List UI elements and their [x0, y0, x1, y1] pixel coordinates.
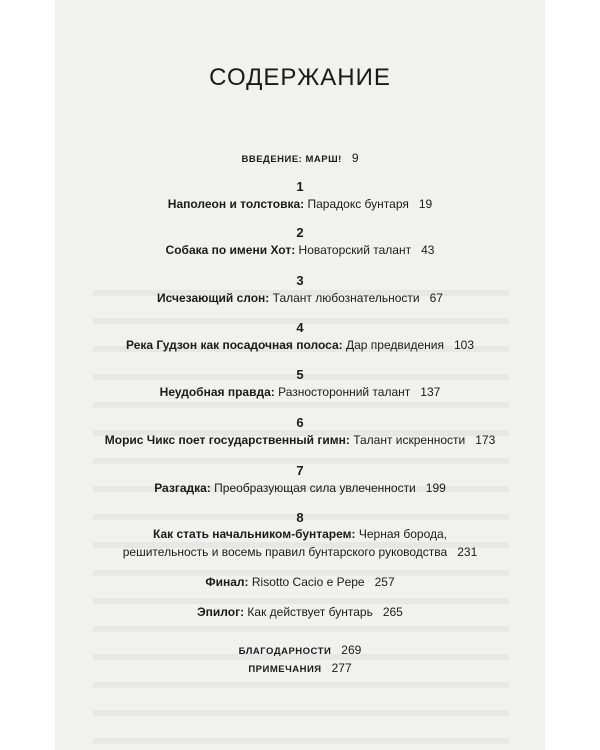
toc-entry-page: 269: [341, 643, 362, 657]
toc-entry-chapter-1: [55, 197, 545, 211]
page-title: СОДЕРЖАНИЕ: [209, 64, 391, 91]
toc-entry-title: Морис Чикс поет государственный гимн:: [104, 433, 350, 447]
toc-entry-title: ВВЕДЕНИЕ: МАРШ!: [241, 154, 342, 165]
toc-entry-title: БЛАГОДАРНОСТИ: [238, 646, 332, 657]
toc-entry-finale: [55, 575, 545, 589]
toc-entry-subtitle: Risotto Cacio e Pepe: [251, 575, 365, 589]
toc-entry-title: Исчезающий слон:: [157, 291, 270, 305]
toc-entry-title: Разгадка:: [154, 481, 211, 495]
toc-entry-title: Эпилог:: [197, 605, 245, 619]
book-page: [55, 0, 545, 750]
toc-entry-subtitle: Как действует бунтарь: [247, 605, 373, 619]
toc-entry-page: 9: [351, 151, 359, 165]
toc-entry-page: 67: [429, 291, 443, 305]
toc-entry-title: ПРИМЕЧАНИЯ: [248, 664, 322, 675]
chapter-number: 8: [296, 510, 304, 525]
toc-entry-page: 265: [382, 605, 403, 619]
toc-entry-chapter-4: [55, 338, 545, 352]
toc-entry-subtitle: Парадокс бунтаря: [307, 197, 409, 211]
toc-entry-epilogue: [55, 605, 545, 619]
toc-entry-title: Как стать начальником-бунтарем:: [153, 527, 356, 541]
toc-entry-chapter-5: [55, 385, 545, 399]
chapter-number: 5: [296, 367, 304, 382]
toc-entry-page: 43: [421, 243, 435, 257]
toc-entry-title: Неудобная правда:: [159, 385, 275, 399]
toc-entry-introduction: [55, 151, 545, 167]
toc-entry-page: 277: [331, 661, 352, 675]
chapter-number: 7: [296, 463, 304, 478]
toc-entry-title: Наполеон и толстовка:: [167, 197, 305, 211]
toc-entry-page: 199: [425, 481, 446, 495]
toc-entry-notes: [55, 661, 545, 677]
toc-entry-chapter-3: [55, 291, 545, 305]
toc-entry-page: 173: [475, 433, 496, 447]
toc-entry-page: 103: [453, 338, 475, 352]
toc-entry-chapter-8: [55, 527, 545, 541]
toc-entry-chapter-8-continued: [55, 545, 545, 559]
toc-entry-subtitle: Новаторский талант: [298, 243, 412, 257]
chapter-number: 2: [296, 225, 304, 240]
toc-entry-page: 137: [420, 385, 441, 399]
toc-entry-subtitle: Черная борода,: [358, 527, 447, 541]
chapter-number: 4: [296, 320, 304, 335]
toc-entry-page: 19: [418, 197, 433, 211]
toc-entry-page: 257: [374, 575, 395, 589]
toc-entry-subtitle: Разносторонний талант: [278, 385, 411, 399]
toc-entry-subtitle: Преобразующая сила увлеченности: [214, 481, 416, 495]
toc-entry-chapter-6: [55, 433, 545, 447]
toc-entry-subtitle-continued: решительность и восемь правил бунтарского руководства: [122, 545, 448, 559]
table-of-contents: [55, 0, 545, 750]
toc-entry-subtitle: Талант искренности: [353, 433, 466, 447]
toc-entry-chapter-7: [55, 481, 545, 495]
toc-entry-acknowledgements: [55, 643, 545, 659]
toc-entry-chapter-2: [55, 243, 545, 257]
toc-entry-subtitle: Талант любознательности: [272, 291, 420, 305]
toc-entry-subtitle: Дар предвидения: [346, 338, 444, 352]
chapter-number: 3: [296, 273, 304, 288]
chapter-number: 6: [296, 415, 304, 430]
toc-entry-page: 231: [457, 545, 478, 559]
chapter-number: 1: [296, 179, 304, 194]
toc-entry-title: Собака по имени Хот:: [165, 243, 296, 257]
toc-entry-title: Финал:: [205, 575, 249, 589]
toc-entry-title: Река Гудзон как посадочная полоса:: [125, 338, 343, 352]
